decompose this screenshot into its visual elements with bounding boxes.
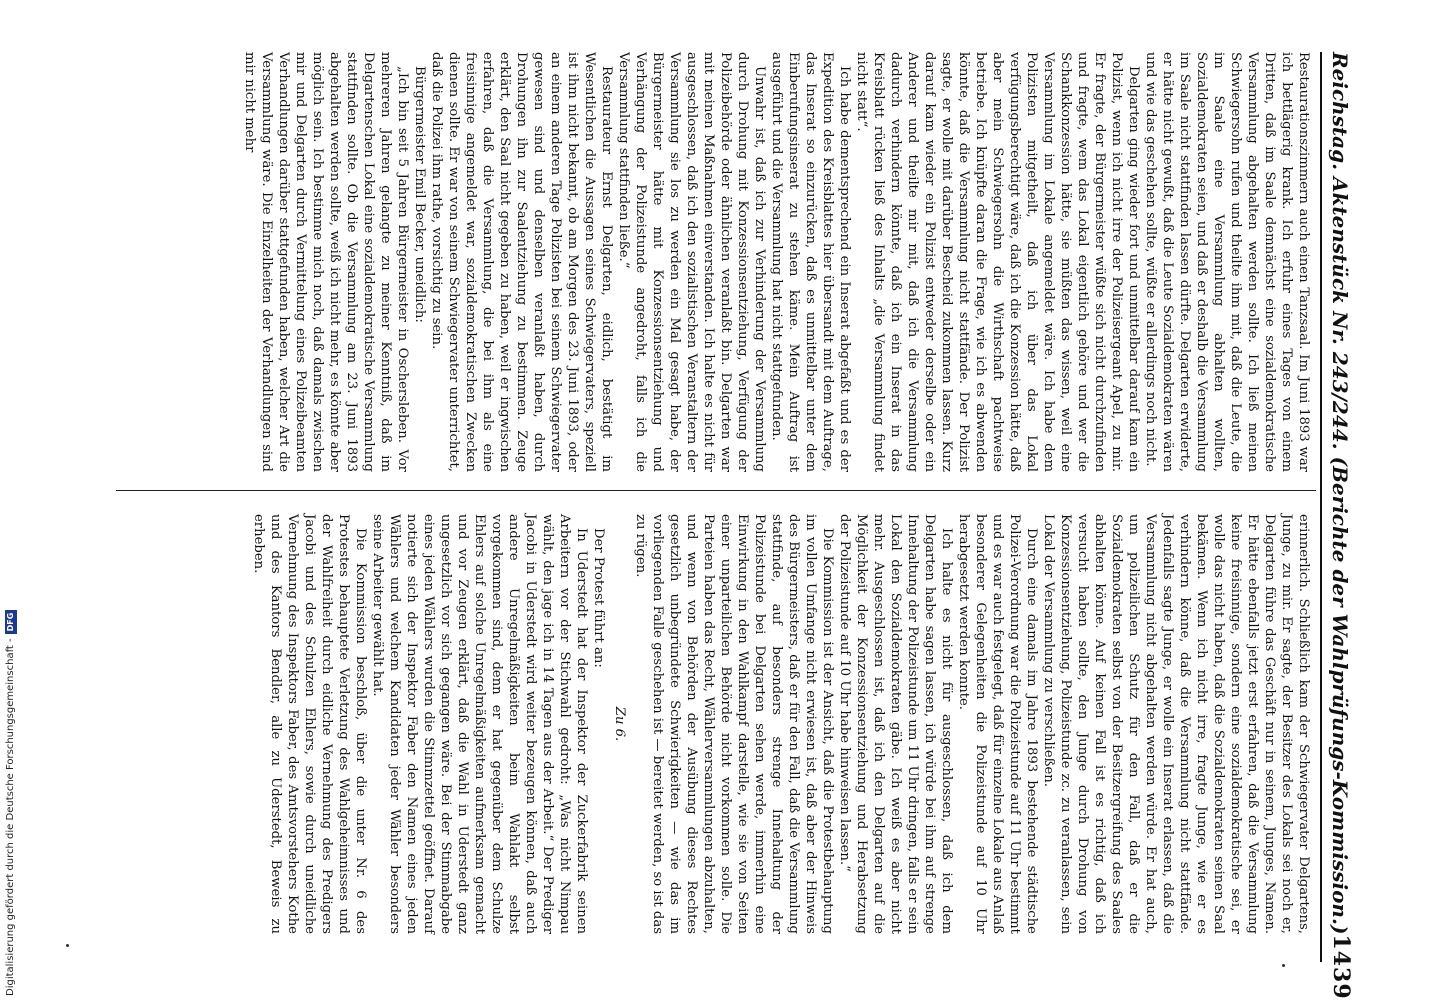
page-number: 1439 [1328,934,1354,1000]
paragraph: Restaurateur Ernst Delgarten, eidlich, bestätigt im Wesentlichen die Aussagen seines Schwiegervaters, speziell ist ihm nicht bekannt, ob am Morgen des 23. Juni 1893, oder an einem anderen Tage Polizisten bei seinem Schwiegervater gewesen sind und denselben veranlaßt haben, durch Drohungen ihn zur Saalentziehung zu bestimmen. Zeuge erklärt, den Saal nicht gegeben zu haben, weil er ingwischen erfahren, daß die Versammlung, die bei ihm als eine freisinnige angemeldet war, sozialdemokratischen Zwecken dienen sollte. Er war von seinem Schwiegervater unterrichtet, daß die Polizei ihm rathe, vorsichtig zu sein. [429,52,614,472]
paragraph: Delgarten ging wieder fort und unmittelbar darauf kam ein Polizist, wenn ich nicht irre der Polizeisergeant Apel, zu mir. Er fragte, der Bürgermeister wüßte sich nicht durchzufinden und fragte, wem das Lokal eigentlich gehöre und wer die Schankkonzession hätte, sie müßten das wissen, weil eine Versammlung im Lokale angemeldet wäre. Ich habe dem Polizisten mitgetheilt, daß ich über das Lokal verfügungsberechtigt wäre, daß ich die Konzession hätte, daß aber mein Schwiegersohn die Wirthschaft pachtweise betriebe. Ich knüpfte daran die Frage, wie ich es abwenden könnte, daß die Versammlung nicht stattfände. Der Polizist sagte, er wolle mit darüber Bescheid zukommen lassen. Kurz darauf kam wieder ein Polizist entweder derselbe oder ein Anderer und theilte mir mit, daß ich die Versammlung dadurch verhindern könnte, daß ich ein Inserat in das Kreisblatt rücken ließ des Inhalts „die Versammlung findet nicht statt“. [854,52,1141,472]
section-heading: Zu 6. [612,706,627,742]
scan-speck [1282,964,1285,967]
credit-text: Digitalisierung gefördert durch die Deutsche Forschungsgemeinschaft - [5,638,16,996]
paragraph: Durch eine damals im Jahre 1893 bestehende städtische Polizei-Verordnung war die Polizeistunde auf 11 Uhr bestimmt und es war auch festgelegt, daß für einzelne Lokale aus Anlaß besonderer Gelegenheiten die Polizeistunde auf 10 Uhr herabgesetzt werden konnte. [956,514,1039,934]
paragraph: Restaurationszimmern auch einen Tanzsaal. Im Juni 1893 war ich bettlägerig krank. Ich erfuhr eines Tages von einem Dritten, daß im Saale demnächst eine sozialdemokratische Versammlung abgehalten werden sollte. Ich ließ meinen Schwiegersohn rufen und theilte ihm mit, daß die Leute, die im Saale eine Versammlung abhalten wollten, Sozialdemokraten seien, und daß er deshalb die Versammlung im Saale nicht stattfinden lassen dürfte. Delgarten erwiderte, er hätte nicht gewußt, daß die Leute Sozialdemokraten wären und wie das geschehen sollte, wüßte er allerdings noch nicht. [1143,52,1311,472]
paragraph: erinnerlich. Schließlich kam der Schwiegervater Delgartens, Junge, zu mir. Er sagte, der Besitzer des Lokals sei noch er, Delgarten führe das Geschäft nur in seinem, Junges, Namen. Er hätte ebenfalls jetzt erst erfahren, daß die Versammlung keine freisinnige, sondern eine sozialdemokratische sei, er wolle das nicht haben, daß die Sozialdemokraten seinen Saal bekämen. Wenn ich nicht irre, fragte Junge, wie er es verhindern könne, daß die Versammlung nicht stattfände. Jedenfalls sagte Junge, er wolle ein Inserat erlassen, daß die Versammlung nicht abgehalten werden würde. Er hat auch, um polizeilichen Schutz für den Fall, daß er die Sozialdemokraten selbst von der Besitzergreifung des Saales abhalten könne. Auf keinen Fall ist es richtig, daß ich versucht haben sollte, den Junge durch Drohung von Konzessionsentziehung, Polizeistunde zc. zu veranlassen, sein Lokal der Versammlung zu verschließen. [1041,514,1311,934]
running-title: Reichstag. Aktenstück Nr. 243/244. (Berichte der Wahlprüfungs-Kommission.) [1328,52,1352,935]
paragraph: Ich habe dementsprechend ein Inserat abgefaßt und es der Expedition des Kreisblattes hier übersandt mit dem Auftrage, das Inserat so einzurücken, daß es unmittelbar unter dem Einberufungsinserat zu stehen käme. Mein Auftrag ist ausgeführt und die Versammlung hat nicht stattgefunden. [769,52,852,472]
right-column [250,514,1312,934]
document-page [80,52,1370,1000]
dfg-logo-icon: DFG [5,610,17,635]
page-header [1320,52,1370,1000]
paragraph: Die Kommission ist der Ansicht, daß die Protestbehauptung im vollen Umfange nicht erwiesen ist, daß aber der Hinweis des Bürgermeisters, daß er für den Fall, daß die Versammlung stattfinde, auf besonders strenge Innehaltung der Polizeistunde bei Delgarten sehen werde, immerhin eine Einwirkung in den Wahlkampf darstelle, wie sie von Seiten einer unparteilichen Behörde nicht vorkommen solle. Die Parteien haben das Recht, Wählerversammlungen abzuhalten, und wenn von Behörden der Ausübung dieses Rechtes gesetzlich unbegründete Schwierigkeiten — wie das im vorliegenden Falle geschehen ist — bereitet werden, so ist das zu rügen. [633,514,835,934]
column-divider [116,490,1316,491]
digitization-credit [4,604,18,996]
paragraph: Der Protest führt an: [591,528,606,668]
paragraph: Unwahr ist, daß ich zur Verhinderung der Versammlung durch Drohung mit Konzessionsentziehung, Verfügung der Polizeibehörde oder ähnlichen veranlaßt bin. Delgarten war mit meinen Maßnahmen einverstanden. Ich halte es nicht für ausgeschlossen, daß ich den sozialistischen Veranstaltern der Versammlung sie los zu werden ein Mal gesagt habe, der Bürgermeister hätte mit Konzessionsentziehung und Verhängung der Polizeistunde angedroht, falls ich die Versammlung stattfinden ließe.“ [616,52,767,472]
paragraph: Ich halte es nicht für ausgeschlossen, daß ich dem Delgarten habe sagen lassen, ich würde bei ihm auf strenge Innehaltung der Polizeistunde um 11 Uhr dringen, falls er sein Lokal den Sozialdemokraten gäbe. Ich weiß es aber nicht mehr. Ausgeschlossen ist, daß ich den Delgarten auf die Möglichkeit der Konzessionsentziehung und Herabsetzung der Polizeistunde auf 10 Uhr habe hinweisen lassen.“ [837,514,954,934]
scan-speck [66,944,69,947]
paragraph: In Uderstedt hat der Inspektor der Zuckerfabrik seinen Arbeitern vor der Stichwahl gedroht: „Was nicht Nimpau wählt, den jage ich in 14 Tagen aus der Arbeit.“ Der Prediger Jacobi in Uderstedt wird weiter bezeugen können, daß auch andere Unregelmäßigkeiten beim Wahlakt selbst vorgekommen sind, denn er hat gegenüber dem Schulze Ehlers auf solche Unregelmäßigkeiten aufmerksam gemacht und vor Zeugen erklärt, daß die Wahl in Uderstedt ganz ungesetzlich vor sich gegangen wäre. Bei der Stimmabgabe eines jeden Wählers wurden die Stimmzettel geöffnet. Darauf notierte sich der Inspektor Faber den Namen eines jeden Wählers und welchem Kandidaten jeder Wähler besonders seine Arbeiter gewählt hat. [370,514,589,934]
witness-heading: Bürgermeister Emil Becker, uneidlich: [412,66,427,323]
paragraph: „Ich bin seit 5 Jahren Bürgermeister in Oschersleben. Vor mehreren Jahren gelangte zu meiner Kenntniß, daß im Delgartenschen Lokal eine sozialdemokratische Versammlung stattfinden sollte. Ob die Versammlung am 23. Juni 1893 abgehalten werden sollte, weiß ich nicht mehr, es könnte aber möglich sein. Ich bestimme mich noch, daß damals zwischen mir und Delgarten durch Vermittelung eines Polizeibeamten Verhandlungen darüber stattgefunden haben, welcher Art die Versammlung wäre. Die Einzelheiten der Verhandlungen sind mir nicht mehr [242,52,410,472]
paragraph: Die Kommission beschloß, über die unter Nr. 6 des Protestes behauptete Verletzung des Wahlgeheimnisses und der Wahlfreiheit durch eidliche Vernehmung des Predigers Jacobi und des Schulzen Ehlers, sowie durch uneidliche Vernehmung des Inspektors Faber, des Amtsvorstehers Kothe und des Kantors Bendler, alle zu Uderstedt, Beweis zu erheben. [251,514,368,934]
left-column [241,52,1312,472]
